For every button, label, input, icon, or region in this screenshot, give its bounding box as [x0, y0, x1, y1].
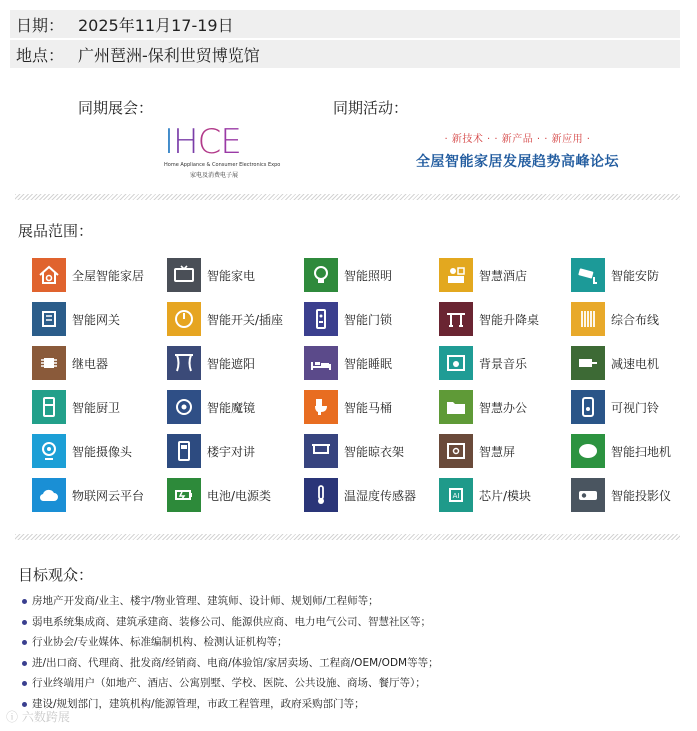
product-item-label: 温湿度传感器 — [344, 488, 417, 503]
product-item-label: 智能晾衣架 — [344, 444, 405, 459]
place-row — [10, 40, 680, 68]
product-item-label: 电池/电源类 — [207, 488, 272, 503]
product-item-label: 减速电机 — [611, 356, 660, 371]
office-folder-icon — [439, 390, 473, 424]
product-item — [167, 346, 255, 380]
product-item-label: 综合布线 — [611, 312, 660, 327]
product-item — [439, 478, 531, 512]
cctv-camera-icon — [571, 258, 605, 292]
door-lock-icon — [304, 302, 338, 336]
audience-item: 弱电系统集成商、建筑承建商、装修公司、能源供应商、电力电气公司、智慧社区等； — [20, 612, 680, 633]
date-row — [10, 10, 680, 38]
product-item — [571, 302, 659, 336]
tv-icon — [167, 258, 201, 292]
webcam-icon — [32, 434, 66, 468]
bed-icon — [304, 346, 338, 380]
product-item — [32, 478, 144, 512]
concurrent-expo-title: 同期展会： — [78, 99, 154, 117]
curtain-icon — [167, 346, 201, 380]
toilet-icon — [304, 390, 338, 424]
product-item-label: 智能摄像头 — [72, 444, 133, 459]
product-item — [439, 434, 515, 468]
battery-icon — [167, 478, 201, 512]
doorbell-icon — [571, 390, 605, 424]
thermometer-icon — [304, 478, 338, 512]
audience-item: 进/出口商、代理商、批发商/经销商、电商/体验馆/家居卖场、工程商/OEM/ODM等等； — [20, 653, 680, 674]
product-item-label: 智慧屏 — [479, 444, 516, 459]
product-item — [439, 346, 527, 380]
product-item-label: 楼宇对讲 — [207, 444, 256, 459]
product-item-label: 背景音乐 — [479, 356, 528, 371]
product-item — [167, 258, 255, 292]
product-item — [439, 258, 527, 292]
bulb-icon — [304, 258, 338, 292]
product-item — [571, 390, 659, 424]
motor-icon — [571, 346, 605, 380]
relay-chip-icon — [32, 346, 66, 380]
product-item — [571, 258, 659, 292]
audience-title: 目标观众： — [18, 566, 94, 584]
robot-vacuum-icon — [571, 434, 605, 468]
product-item — [439, 302, 539, 336]
audience-item: 行业协会/专业媒体、标准编制机构、检测认证机构等； — [20, 632, 680, 653]
product-item-label: 智能马桶 — [344, 400, 393, 415]
product-item — [32, 346, 108, 380]
product-item-label: 智能扫地机 — [611, 444, 672, 459]
product-item-label: 智能门锁 — [344, 312, 393, 327]
hotel-reception-icon — [439, 258, 473, 292]
product-item — [439, 390, 527, 424]
cabling-icon — [571, 302, 605, 336]
audience-item: 房地产开发商/业主、楼宇/物业管理、建筑师、设计师、规划师/工程师等； — [20, 591, 680, 612]
audience-item: 建设/规划部门，建筑机构/能源管理，市政工程管理，政府采购部门等； — [20, 694, 680, 715]
place-value: 广州琶洲-保利世贸博览馆 — [78, 45, 260, 65]
product-item — [304, 478, 416, 512]
product-item — [32, 390, 120, 424]
ihce-english-name: Home Appliance & Consumer Electronics Expo — [164, 162, 281, 168]
products-title: 展品范围： — [18, 222, 94, 240]
product-item — [571, 478, 671, 512]
gateway-icon — [32, 302, 66, 336]
product-item — [304, 390, 392, 424]
product-item — [304, 302, 392, 336]
forum-banner — [405, 130, 630, 171]
divider-2 — [15, 534, 680, 540]
ai-chip-icon — [439, 478, 473, 512]
product-item-label: 智能魔镜 — [207, 400, 256, 415]
product-item-label: 智能遮阳 — [207, 356, 256, 371]
fridge-icon — [32, 390, 66, 424]
watermark: ⓘ 六数跨展 — [6, 710, 70, 724]
cloud-icon — [32, 478, 66, 512]
svg-text:AI: AI — [452, 492, 460, 500]
product-item-label: 物联网云平台 — [72, 488, 145, 503]
power-switch-icon — [167, 302, 201, 336]
product-item-label: 智能投影仪 — [611, 488, 672, 503]
product-item-label: 智能开关/插座 — [207, 312, 284, 327]
product-item-label: 智能睡眠 — [344, 356, 393, 371]
forum-tags: · 新技术 · · 新产品 · · 新应用 · — [444, 134, 591, 145]
product-item-label: 可视门铃 — [611, 400, 660, 415]
product-item — [32, 434, 132, 468]
ihce-logo-letters: IHCE — [164, 122, 241, 162]
product-item-label: 智慧酒店 — [479, 268, 528, 283]
product-item — [304, 258, 392, 292]
product-item-label: 智能升降桌 — [479, 312, 540, 327]
concurrent-event-title: 同期活动： — [333, 99, 409, 117]
product-item-label: 智能照明 — [344, 268, 393, 283]
product-item — [32, 258, 144, 292]
smart-screen-icon — [439, 434, 473, 468]
date-value: 2025年11月17-19日 — [78, 15, 234, 35]
audience-list — [20, 591, 680, 715]
product-item — [304, 434, 404, 468]
product-item-label: 智慧办公 — [479, 400, 528, 415]
music-player-icon — [439, 346, 473, 380]
product-item-label: 智能网关 — [72, 312, 121, 327]
product-item-label: 继电器 — [72, 356, 109, 371]
product-item — [167, 478, 271, 512]
product-item-label: 智能家电 — [207, 268, 256, 283]
drying-rack-icon — [304, 434, 338, 468]
smart-home-icon — [32, 258, 66, 292]
product-item — [571, 434, 671, 468]
smart-mirror-icon — [167, 390, 201, 424]
product-item — [167, 434, 255, 468]
forum-title: 全屋智能家居发展趋势高峰论坛 — [416, 154, 619, 170]
product-item — [571, 346, 659, 380]
product-item — [32, 302, 120, 336]
ihce-logo — [164, 122, 281, 180]
date-label: 日期： — [16, 15, 65, 35]
lift-desk-icon — [439, 302, 473, 336]
place-label: 地点： — [16, 45, 65, 65]
product-item-label: 全屋智能家居 — [72, 268, 145, 283]
product-item-label: 智能厨卫 — [72, 400, 121, 415]
intercom-icon — [167, 434, 201, 468]
ihce-chinese-name: 家电及消费电子展 — [190, 172, 239, 179]
audience-item: 行业终端用户（如地产、酒店、公寓别墅、学校、医院、公共设施、商场、餐厅等）； — [20, 673, 680, 694]
product-item — [167, 302, 283, 336]
divider-1 — [15, 194, 680, 200]
projector-icon — [571, 478, 605, 512]
product-item-label: 智能安防 — [611, 268, 660, 283]
product-item — [167, 390, 255, 424]
product-item — [304, 346, 392, 380]
product-item-label: 芯片/模块 — [479, 488, 532, 503]
